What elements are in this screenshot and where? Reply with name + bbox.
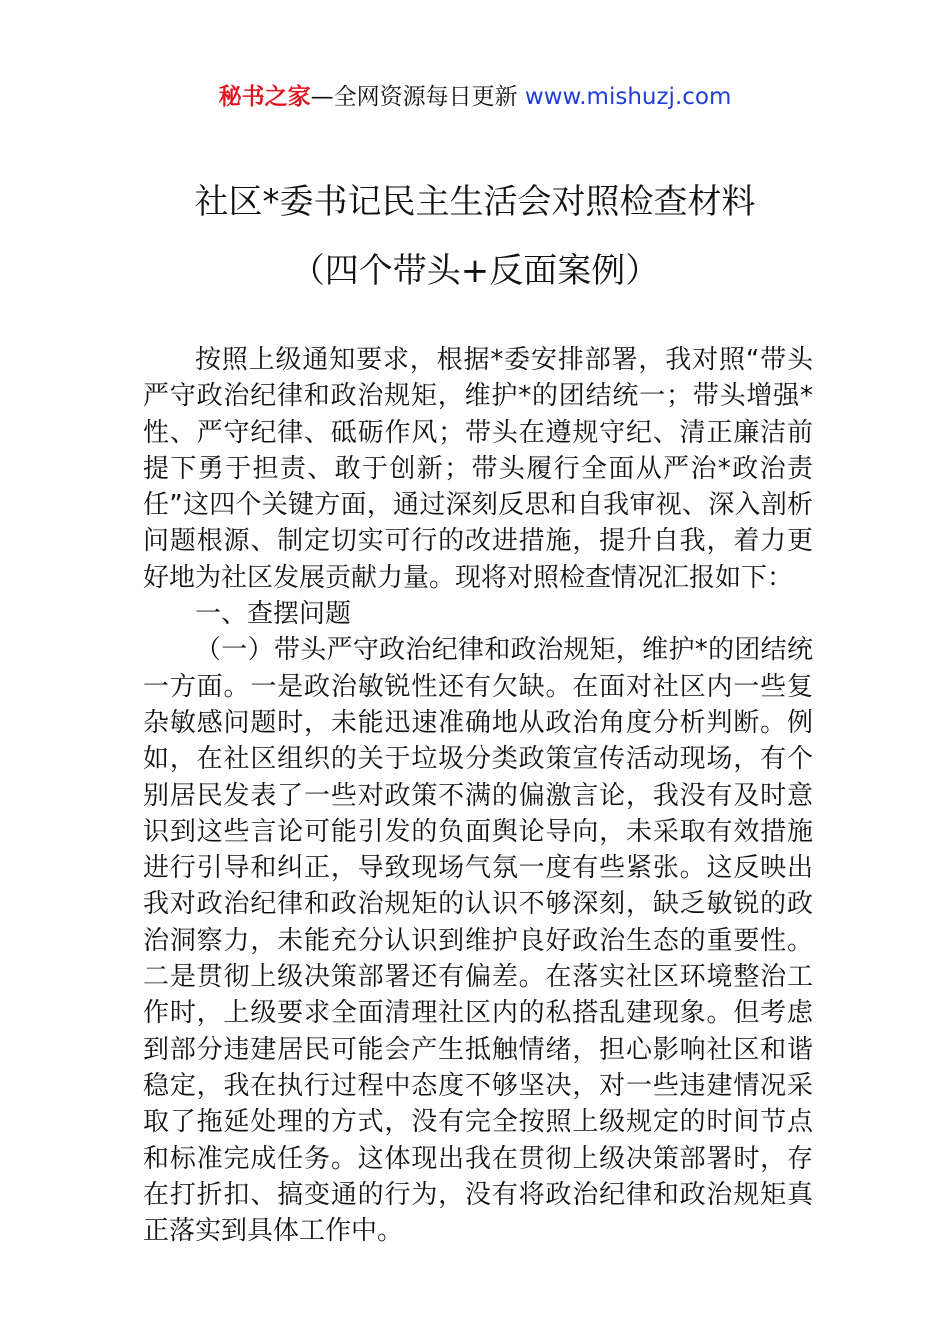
body-paragraph: （一）带头严守政治纪律和政治规矩，维护*的团结统一方面。一是政治敏锐性还有欠缺。在面对社区内一些复杂敏感问题时，未能迅速准确地从政治角度分析判断。例如，在社区组织的关于垃圾分类政策宣传活动现场，有个别居民发表了一些对政策不满的偏激言论，我没有及时意识到这些言论可能引发的负面舆论导向，未采取有效措施进行引导和纠正，导致现场气氛一度有些紧张。这反映出我对政治纪律和政治规矩的认识不够深刻，缺乏敏锐的政治洞察力，未能充分认识到维护良好政治生态的重要性。二是贯彻上级决策部署还有偏差。在落实社区环境整治工作时，上级要求全面清理社区内的私搭乱建现象。但考虑到部分违建居民可能会产生抵触情绪，担心影响社区和谐稳定，我在执行过程中态度不够坚决，对一些违建情况采取了拖延处理的方式，没有完全按照上级规定的时间节点和标准完成任务。这体现出我在贯彻上级决策部署时，存在打折扣、搞变通的行为，没有将政治纪律和政治规矩真正落实到具体工作中。 — [143, 635, 813, 1247]
site-url-link[interactable]: www.mishuzj.com — [524, 84, 732, 110]
site-brand: 秘书之家 — [218, 84, 311, 110]
site-header — [0, 80, 950, 114]
document-body — [143, 342, 813, 1249]
document-subtitle: （四个带头+反面案例） — [290, 251, 660, 291]
site-tagline: —全网资源每日更新 — [310, 84, 525, 110]
intro-paragraph: 按照上级通知要求，根据*委安排部署，我对照“带头严守政治纪律和政治规矩，维护*的团结统一；带头增强*性、严守纪律、砥砺作风；带头在遵规守纪、清正廉洁前提下勇于担责、敢于创新；带头履行全面从严治*政治责任”这四个关键方面，通过深刻反思和自我审视、深入剖析问题根源、制定切实可行的改进措施，提升自我，着力更好地为社区发展贡献力量。现将对照检查情况汇报如下： — [143, 345, 813, 593]
section-heading: 一、查摆问题 — [195, 599, 352, 630]
document-title: 社区*委书记民主生活会对照检查材料 — [194, 182, 756, 222]
